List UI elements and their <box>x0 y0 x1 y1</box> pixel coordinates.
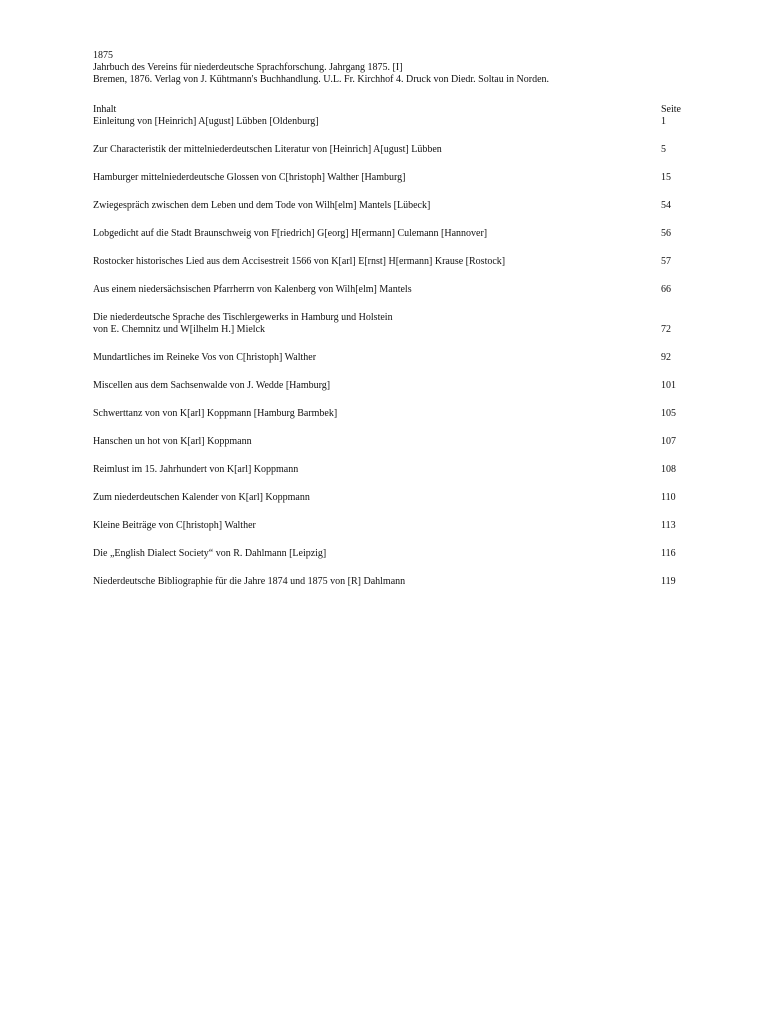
toc-entry <box>93 172 693 184</box>
toc-entry-page: 107 <box>661 436 676 447</box>
toc-entry-title: Einleitung von [Heinrich] A[ugust] Lübben [Oldenburg] <box>93 116 319 127</box>
toc-list <box>93 116 693 588</box>
toc-entry <box>93 548 693 560</box>
document-year: 1875 <box>93 50 113 61</box>
toc-entry-page: 110 <box>661 492 676 503</box>
toc-entry-title: Hanschen un hot von K[arl] Koppmann <box>93 436 252 447</box>
toc-entry-title: Die niederdeutsche Sprache des Tischlergewerks in Hamburg und Holstein von E. Chemnitz und W[ilhelm H.] Mielck <box>93 312 393 335</box>
toc-entry-title: Hamburger mittelniederdeutsche Glossen von C[hristoph] Walther [Hamburg] <box>93 172 406 183</box>
toc-entry-page: 105 <box>661 408 676 419</box>
toc-entry <box>93 464 693 476</box>
toc-entry-page: 1 <box>661 116 666 127</box>
journal-title: Jahrbuch des Vereins für niederdeutsche Sprachforschung. Jahrgang 1875. [I] <box>93 62 403 73</box>
toc-entry-page: 72 <box>661 324 671 335</box>
toc-entry-page: 54 <box>661 200 671 211</box>
toc-entry <box>93 380 693 392</box>
toc-entry <box>93 312 693 336</box>
publisher-line: Bremen, 1876. Verlag von J. Kühtmann's Buchhandlung. U.L. Fr. Kirchhof 4. Druck von Diedr. Soltau in Norden. <box>93 74 550 85</box>
toc-entry <box>93 144 693 156</box>
toc-entry-page: 57 <box>661 256 671 267</box>
toc-entry-page: 92 <box>661 352 671 363</box>
toc-entry-title: Aus einem niedersächsischen Pfarrherrn von Kalenberg von Wilh[elm] Mantels <box>93 284 412 295</box>
toc-entry-title: Zum niederdeutschen Kalender von K[arl] Koppmann <box>93 492 310 503</box>
toc-entry-title: Lobgedicht auf die Stadt Braunschweig von F[riedrich] G[eorg] H[ermann] Culemann [Hannover] <box>93 228 488 239</box>
toc-entry <box>93 436 693 448</box>
toc-entry <box>93 116 693 128</box>
toc-entry-page: 101 <box>661 380 676 391</box>
toc-entry-title: Niederdeutsche Bibliographie für die Jahre 1874 und 1875 von [R] Dahlmann <box>93 576 406 587</box>
toc-heading-contents: Inhalt <box>93 104 117 115</box>
toc-entry <box>93 408 693 420</box>
toc-entry-title: Mundartliches im Reineke Vos von C[hristoph] Walther <box>93 352 317 363</box>
toc-entry-page: 15 <box>661 172 671 183</box>
toc-entry <box>93 200 693 212</box>
toc-entry-title: Kleine Beiträge von C[hristoph] Walther <box>93 520 256 531</box>
toc-entry <box>93 352 693 364</box>
toc-entry <box>93 520 693 532</box>
toc-entry <box>93 228 693 240</box>
document-page <box>93 50 693 588</box>
toc-entry-title: Die „English Dialect Society“ von R. Dahlmann [Leipzig] <box>93 548 327 559</box>
toc-entry-page: 108 <box>661 464 676 475</box>
toc-entry <box>93 492 693 504</box>
toc-entry-title: Schwerttanz von von K[arl] Koppmann [Hamburg Barmbek] <box>93 408 338 419</box>
toc-entry-title: Zur Characteristik der mittelniederdeutschen Literatur von [Heinrich] A[ugust] Lübben <box>93 144 442 155</box>
toc-entry-title: Zwiegespräch zwischen dem Leben und dem Tode von Wilh[elm] Mantels [Lübeck] <box>93 200 431 211</box>
toc-entry-title: Reimlust im 15. Jahrhundert von K[arl] Koppmann <box>93 464 299 475</box>
toc-entry-page: 119 <box>661 576 676 587</box>
toc-entry-page: 66 <box>661 284 671 295</box>
toc-entry-page: 56 <box>661 228 671 239</box>
toc-entry <box>93 284 693 296</box>
toc-entry <box>93 576 693 588</box>
toc-entry <box>93 256 693 268</box>
toc-header <box>93 104 693 116</box>
toc-entry-page: 113 <box>661 520 676 531</box>
toc-entry-title: Miscellen aus dem Sachsenwalde von J. Wedde [Hamburg] <box>93 380 331 391</box>
toc-entry-page: 116 <box>661 548 676 559</box>
toc-heading-page: Seite <box>661 104 681 115</box>
toc-entry-title: Rostocker historisches Lied aus dem Accisestreit 1566 von K[arl] E[rnst] H[ermann] Krause [Rostock] <box>93 256 506 267</box>
toc-entry-page: 5 <box>661 144 666 155</box>
